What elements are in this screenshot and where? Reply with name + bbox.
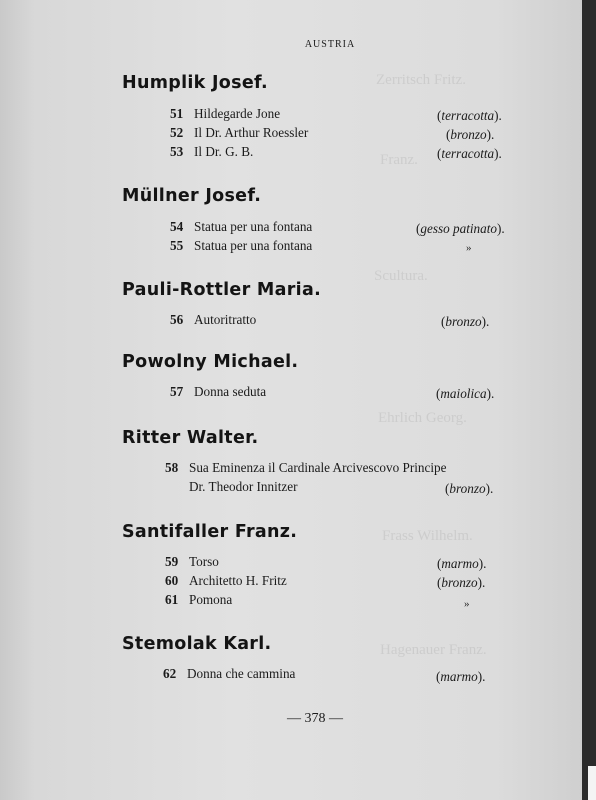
show-through-text: Scultura.	[374, 268, 428, 284]
entry-title: Hildegarde Jone	[194, 106, 281, 121]
entry-number: 59	[165, 554, 179, 569]
entry-material: (maiolica).	[436, 386, 495, 401]
artist-heading: Ritter Walter.	[122, 428, 259, 448]
entry-title: Il Dr. G. B.	[194, 144, 254, 159]
page-number: — 378 —	[287, 711, 343, 726]
entry-title: Statua per una fontana	[194, 238, 313, 253]
entry-material: (marmo).	[436, 669, 486, 684]
artist-heading: Santifaller Franz.	[122, 522, 298, 542]
entry-number: 62	[163, 666, 177, 681]
show-through-text: Ehrlich Georg.	[378, 410, 467, 426]
entry-title: Donna che cammina	[187, 666, 296, 681]
entry-title: Autoritratto	[194, 312, 257, 327]
artist-heading: Humplik Josef.	[122, 73, 268, 93]
catalogue-entry	[165, 573, 287, 589]
entry-material: (gesso patinato).	[416, 221, 505, 236]
entry-number: 52	[170, 125, 184, 140]
entry-number: 55	[170, 238, 184, 253]
entry-material: (bronzo).	[445, 481, 494, 496]
artist-heading: Stemolak Karl.	[122, 634, 272, 654]
show-through-text: Hagenauer Franz.	[380, 642, 487, 658]
entry-number: 57	[170, 384, 184, 399]
entry-material: (marmo).	[437, 556, 487, 571]
catalogue-entry	[170, 106, 280, 122]
entry-number: 58	[165, 460, 179, 475]
entry-number: 51	[170, 106, 184, 121]
entry-title: Sua Eminenza il Cardinale Arcivescovo Principe	[189, 460, 447, 475]
catalogue-entry	[170, 125, 308, 141]
catalogue-entry	[170, 312, 256, 328]
entry-number: 54	[170, 219, 184, 234]
artist-heading: Powolny Michael.	[122, 352, 299, 372]
ditto-mark: »	[464, 598, 470, 610]
entry-title: Donna seduta	[194, 384, 267, 399]
artist-heading: Pauli-Rottler Maria.	[122, 280, 322, 300]
entry-number: 61	[165, 592, 179, 607]
catalogue-entry	[165, 460, 446, 476]
entry-title: Architetto H. Fritz	[189, 573, 287, 588]
entry-number: 60	[165, 573, 179, 588]
entry-title-continuation: Dr. Theodor Innitzer	[189, 479, 298, 494]
entry-title: Il Dr. Arthur Roessler	[194, 125, 309, 140]
catalogue-entry	[163, 666, 295, 682]
entry-material: (bronzo).	[446, 127, 495, 142]
ditto-mark: »	[466, 242, 472, 254]
artist-heading: Müllner Josef.	[122, 186, 262, 206]
entry-material: (terracotta).	[437, 146, 502, 161]
catalogue-entry	[170, 219, 312, 235]
entry-title: Statua per una fontana	[194, 219, 313, 234]
entry-title: Pomona	[189, 592, 233, 607]
running-head: AUSTRIA	[304, 39, 356, 50]
catalogue-entry	[165, 592, 232, 608]
book-spine-edge	[582, 0, 596, 800]
entry-title: Torso	[189, 554, 219, 569]
catalogue-entry	[170, 238, 312, 254]
catalogue-entry	[170, 144, 253, 160]
show-through-text: Zerritsch Fritz.	[376, 72, 466, 88]
show-through-text: Frass Wilhelm.	[382, 528, 473, 544]
entry-material: (bronzo).	[441, 314, 490, 329]
catalogue-entry	[170, 384, 266, 400]
entry-number: 53	[170, 144, 184, 159]
entry-material: (bronzo).	[437, 575, 486, 590]
page-edge-highlight	[588, 766, 596, 800]
entry-material: (terracotta).	[437, 108, 502, 123]
show-through-text: Franz.	[380, 152, 418, 168]
entry-number: 56	[170, 312, 184, 327]
catalogue-entry	[165, 554, 219, 570]
